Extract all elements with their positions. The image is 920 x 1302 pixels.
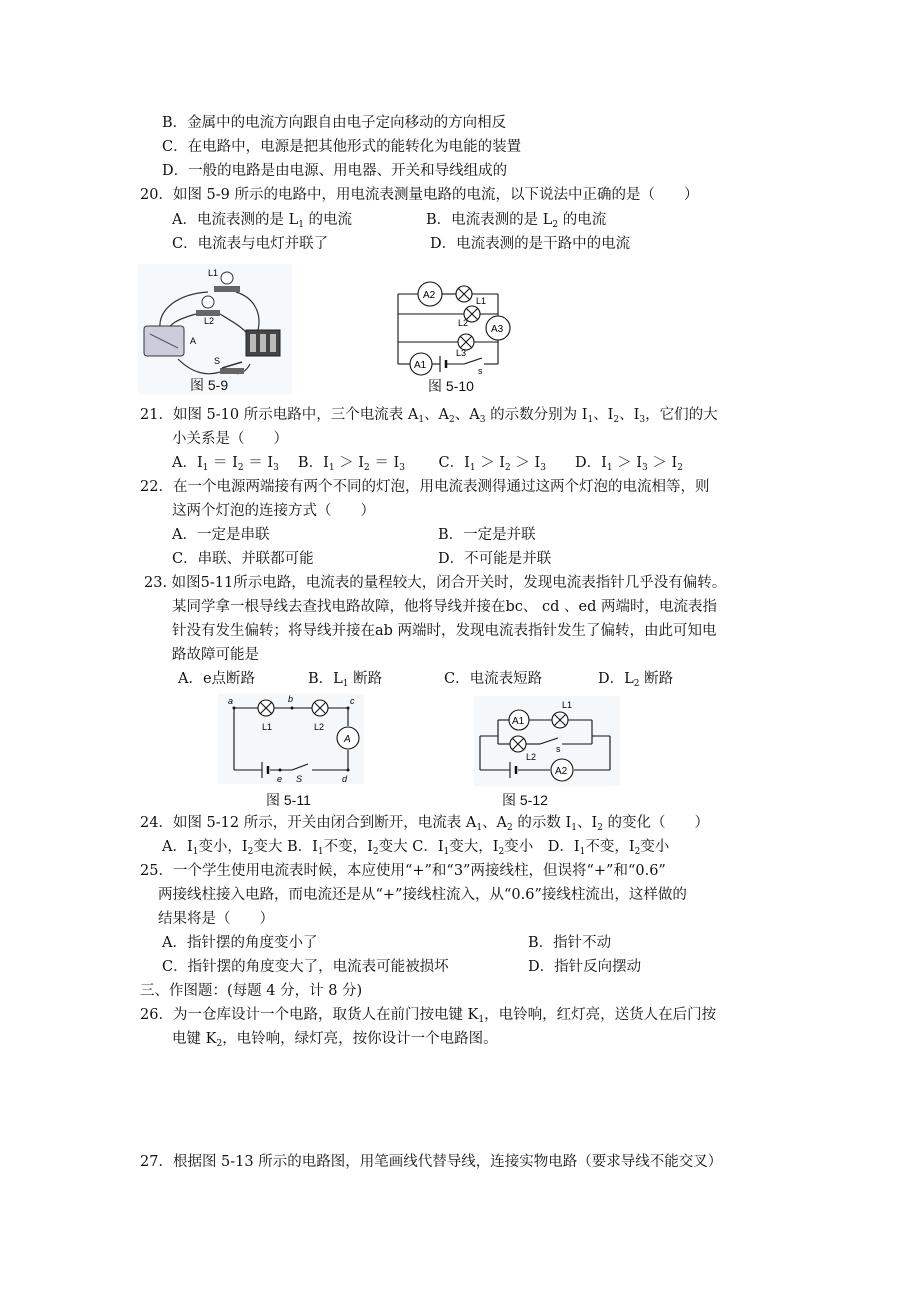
q23-option-d: D．$L_2$ 断路: [598, 671, 674, 689]
q20-option-a: A．电流表测的是 $L_1$ 的电流: [172, 212, 353, 230]
q20-option-d: D．电流表测的是干路中的电流: [430, 236, 631, 252]
q23-stem-line2: 某同学拿一根导线去查找电路故障，他将导线并接在bc、 cd 、ed 两端时，电流表指: [172, 599, 717, 615]
fig-5-11-caption: 图 5-11: [266, 792, 311, 808]
fig-5-10-label-l2: L2: [458, 318, 469, 328]
figure-5-12: [474, 696, 620, 786]
q23-stem-line1: 23. 如图5-11所示电路，电流表的量程较大，闭合开关时，发现电流表指针几乎没有偏转。: [144, 575, 727, 591]
fig-5-11-label-l1: L1: [262, 722, 273, 732]
q19-option-b: B．金属中的电流方向跟自由电子定向移动的方向相反: [162, 115, 507, 131]
fig-5-9-label-a: A: [190, 336, 197, 346]
fig-5-10-label-a1: A1: [414, 360, 427, 371]
q22-stem-line1: 22．在一个电源两端接有两个不同的灯泡，用电流表测得通过这两个灯泡的电流相等，则: [140, 479, 710, 495]
q25-stem-line1: 25．一个学生使用电流表时候，本应使用“+”和“3”两接线柱，但误将“+”和“0.6”: [140, 863, 666, 879]
fig-5-11-label-l2: L2: [314, 722, 325, 732]
fig-5-10-label-a2: A2: [423, 290, 436, 301]
q21-stem-line2: 小关系是（ ）: [172, 431, 288, 447]
fig-5-11-label-e: e: [277, 774, 283, 784]
q24-options: A．$I_1$变小，$I_2$变大 B．$I_1$不变，$I_2$变大 C．$I_1$变大，$I_2$变小 D．$I_1$不变，$I_2$变小: [162, 839, 670, 857]
q22-stem-line2: 这两个灯泡的连接方式（ ）: [172, 503, 375, 519]
q25-stem-line3: 结果将是（ ）: [158, 911, 274, 927]
fig-5-11-label-s: S: [296, 774, 303, 784]
fig-5-11-label-b: b: [288, 694, 294, 704]
q23-stem-line3: 针没有发生偏转；将导线并接在ab 两端时，发现电流表指针发生了偏转，由此可知电: [172, 623, 717, 639]
q26-stem-line2: 电键 $K_2$，电铃响，绿灯亮，按你设计一个电路图。: [172, 1031, 498, 1049]
q25-option-c: C．指针摆的角度变大了，电流表可能被损坏: [162, 959, 449, 975]
q20-stem: 20．如图 5-9 所示的电路中，用电流表测量电路的电流，以下说法中正确的是（ ）: [140, 187, 699, 203]
q23-option-a: A．e点断路: [178, 671, 256, 687]
q25-option-a: A．指针摆的角度变小了: [162, 935, 318, 951]
figure-5-11: [218, 694, 364, 784]
q22-option-a: A．一定是串联: [172, 527, 270, 543]
fig-5-12-label-a1: A1: [512, 716, 525, 727]
fig-5-12-caption: 图 5-12: [502, 792, 548, 808]
q22-option-d: D．不可能是并联: [438, 551, 552, 567]
fig-5-12-label-l2: L2: [526, 752, 537, 762]
q27-stem: 27．根据图 5-13 所示的电路图，用笔画线代替导线，连接实物电路（要求导线不能交叉）: [140, 1154, 723, 1170]
q23-option-b: B．$L_1$ 断路: [308, 671, 383, 689]
q25-option-b: B．指针不动: [528, 935, 612, 951]
fig-5-9-label-l1: L1: [208, 268, 219, 278]
q25-stem-line2: 两接线柱接入电路，而电流还是从“+”接线柱流入，从“0.6”接线柱流出，这样做的: [158, 887, 687, 903]
fig-5-11-label-c: c: [350, 696, 355, 706]
figure-5-10: [386, 280, 520, 388]
q22-option-c: C．串联、并联都可能: [172, 551, 314, 567]
fig-5-9-caption: 图 5-9: [190, 377, 229, 393]
q24-stem: 24．如图 5-12 所示，开关由闭合到断开，电流表 $A_1$、$A_2$ 的示数 $I_1$、$I_2$ 的变化（ ）: [140, 815, 710, 833]
q19-option-c: C．在电路中，电源是把其他形式的能转化为电能的装置: [162, 139, 522, 155]
fig-5-10-label-l3: L3: [456, 348, 467, 358]
fig-5-12-label-l1: L1: [562, 700, 573, 710]
q23-option-c: C．电流表短路: [444, 671, 543, 687]
fig-5-10-label-s: s: [478, 366, 483, 376]
q20-option-b: B．电流表测的是 $L_2$ 的电流: [426, 212, 607, 230]
fig-5-12-label-a2: A2: [555, 766, 568, 777]
fig-5-9-label-l2: L2: [204, 316, 215, 326]
fig-5-11-label-a: a: [228, 696, 234, 706]
section-3-heading: 三、作图题：(每题 4 分，计 8 分): [140, 983, 363, 999]
q19-option-d: D．一般的电路是由电源、用电器、开关和导线组成的: [162, 163, 508, 179]
q26-stem-line1: 26．为一仓库设计一个电路，取货人在前门按电键 $K_1$，电铃响，红灯亮，送货人在后门按: [140, 1007, 717, 1025]
q23-stem-line4: 路故障可能是: [172, 647, 259, 663]
q21-stem-line1: 21．如图 5-10 所示电路中，三个电流表 $A_1$、$A_2$、$A_3$ 的示数分别为 $I_1$、$I_2$、$I_3$，它们的大: [140, 407, 718, 425]
q20-option-c: C．电流表与电灯并联了: [172, 236, 329, 252]
fig-5-10-label-l1: L1: [476, 296, 487, 306]
q21-options: A．$I_1 = I_2 = I_3$ B．$I_1 > I_2 = I_3$ C．$I_1 > I_2 > I_3$ D．$I_1 > I_3 > I_2$: [172, 455, 683, 473]
fig-5-9-label-s: S: [214, 356, 221, 366]
fig-5-11-label-meter: A: [344, 734, 351, 745]
fig-5-10-label-a3: A3: [491, 324, 504, 335]
fig-5-10-caption: 图 5-10: [428, 378, 474, 394]
q22-option-b: B．一定是并联: [438, 527, 536, 543]
q25-option-d: D．指针反向摆动: [528, 959, 642, 975]
fig-5-11-label-d: d: [342, 774, 348, 784]
fig-5-12-label-s: s: [556, 744, 561, 754]
